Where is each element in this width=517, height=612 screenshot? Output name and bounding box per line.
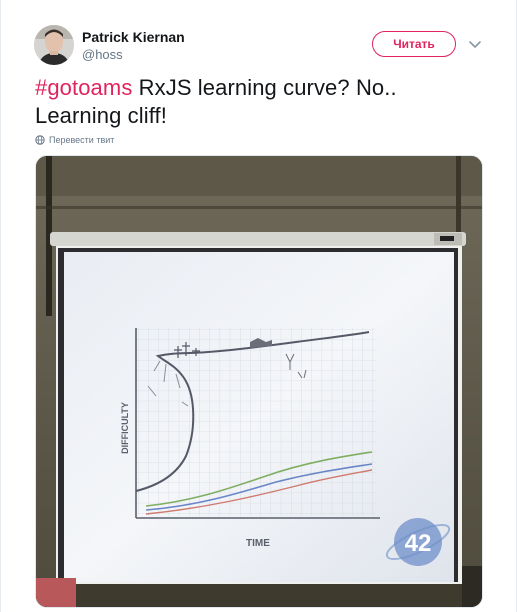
more-options-caret[interactable] [467, 38, 483, 52]
globe-icon [35, 135, 45, 145]
tweet-photo[interactable] [35, 155, 483, 608]
tweet-text [35, 74, 475, 130]
projector-casing [50, 232, 466, 246]
author-handle[interactable]: @hoss [82, 47, 123, 62]
dark-corner [462, 566, 483, 608]
axis-y-label: DIFFICULTY [120, 402, 130, 454]
wall-top [36, 156, 483, 196]
hashtag-link[interactable]: #gotoams [35, 75, 133, 100]
wall-rail [36, 206, 483, 209]
author-name[interactable]: Patrick Kiernan [82, 29, 185, 45]
red-object [36, 578, 76, 608]
slide-chart [120, 328, 380, 549]
casing-label [440, 236, 454, 241]
logo-text: 42 [404, 530, 432, 557]
translate-label: Перевести твит [49, 135, 115, 145]
floor-area [36, 584, 483, 608]
translate-tweet-link[interactable] [35, 133, 114, 147]
tweet-body: RxJS learning curve? No.. Learning cliff! [35, 75, 397, 128]
chevron-down-icon [467, 38, 483, 52]
follow-button[interactable]: Читать [372, 31, 456, 57]
avatar[interactable] [34, 25, 74, 65]
avatar-image [34, 25, 74, 65]
axis-x-label: TIME [246, 538, 270, 549]
photo-projector-screen [36, 156, 483, 608]
